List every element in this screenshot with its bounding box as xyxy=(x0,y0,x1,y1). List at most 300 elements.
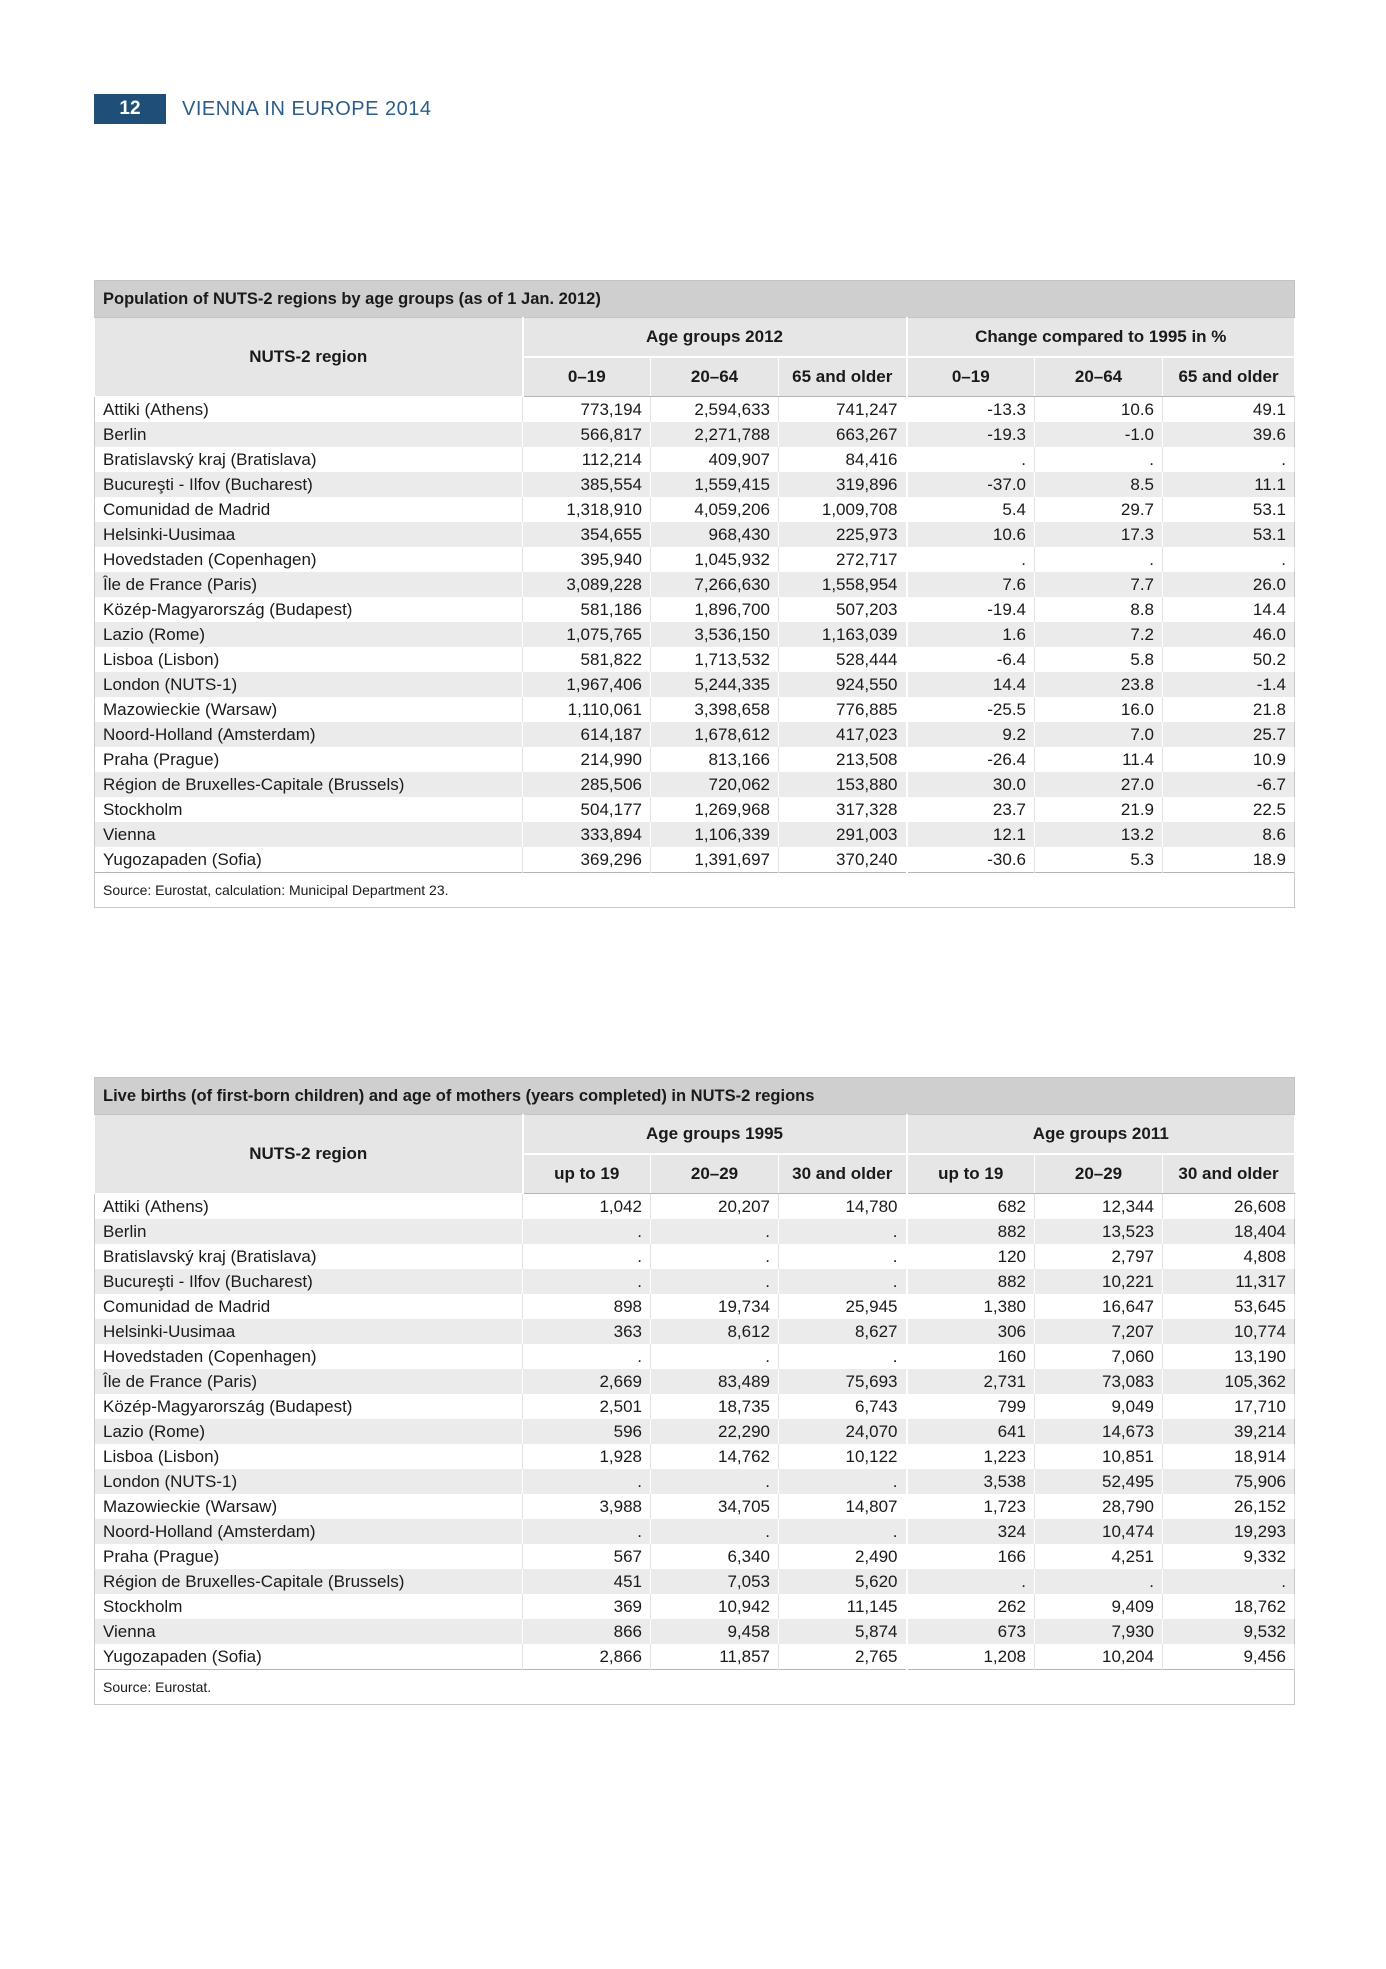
table-row xyxy=(95,647,1295,672)
region-name: Közép-Magyarország (Budapest) xyxy=(95,1394,523,1419)
value-cell: . xyxy=(779,1269,907,1294)
region-name: London (NUTS-1) xyxy=(95,1469,523,1494)
value-cell: 4,251 xyxy=(1035,1544,1163,1569)
table-row xyxy=(95,1469,1295,1494)
value-cell: 39,214 xyxy=(1163,1419,1295,1444)
region-name: Attiki (Athens) xyxy=(95,397,523,423)
value-cell: 898 xyxy=(523,1294,651,1319)
value-cell: 2,271,788 xyxy=(651,422,779,447)
value-cell: 14,762 xyxy=(651,1444,779,1469)
region-name: Berlin xyxy=(95,1219,523,1244)
table-row xyxy=(95,447,1295,472)
value-cell: 363 xyxy=(523,1319,651,1344)
group-header-change: Change compared to 1995 in % xyxy=(907,318,1295,358)
value-cell: 75,906 xyxy=(1163,1469,1295,1494)
value-cell: 1,269,968 xyxy=(651,797,779,822)
table-source: Source: Eurostat. xyxy=(95,1670,1295,1705)
value-cell: 262 xyxy=(907,1594,1035,1619)
value-cell: . xyxy=(779,1344,907,1369)
value-cell: 3,538 xyxy=(907,1469,1035,1494)
region-name: Comunidad de Madrid xyxy=(95,1294,523,1319)
value-cell: 663,267 xyxy=(779,422,907,447)
value-cell: 5,620 xyxy=(779,1569,907,1594)
region-name: Hovedstaden (Copenhagen) xyxy=(95,1344,523,1369)
value-cell: 1,896,700 xyxy=(651,597,779,622)
value-cell: 581,186 xyxy=(523,597,651,622)
value-cell: 385,554 xyxy=(523,472,651,497)
region-name: London (NUTS-1) xyxy=(95,672,523,697)
value-cell: 7.2 xyxy=(1035,622,1163,647)
value-cell: . xyxy=(523,1219,651,1244)
value-cell: -25.5 xyxy=(907,697,1035,722)
table-row xyxy=(95,1519,1295,1544)
value-cell: 581,822 xyxy=(523,647,651,672)
value-cell: 1,163,039 xyxy=(779,622,907,647)
value-cell: . xyxy=(1163,1569,1295,1594)
table-row xyxy=(95,597,1295,622)
region-name: Île de France (Paris) xyxy=(95,572,523,597)
value-cell: 6,743 xyxy=(779,1394,907,1419)
column-header: 65 and older xyxy=(779,357,907,397)
column-header: 20–64 xyxy=(1035,357,1163,397)
column-header: 30 and older xyxy=(1163,1154,1295,1194)
region-name: Bratislavský kraj (Bratislava) xyxy=(95,1244,523,1269)
region-name: Lisboa (Lisbon) xyxy=(95,647,523,672)
region-name: Berlin xyxy=(95,422,523,447)
value-cell: 14,673 xyxy=(1035,1419,1163,1444)
column-header: 30 and older xyxy=(779,1154,907,1194)
value-cell: . xyxy=(651,1219,779,1244)
value-cell: 18.9 xyxy=(1163,847,1295,873)
group-header-2011: Age groups 2011 xyxy=(907,1115,1295,1155)
group-header-age-2012: Age groups 2012 xyxy=(523,318,907,358)
value-cell: 370,240 xyxy=(779,847,907,873)
value-cell: 7.7 xyxy=(1035,572,1163,597)
value-cell: 1,009,708 xyxy=(779,497,907,522)
value-cell: -30.6 xyxy=(907,847,1035,873)
value-cell: 1,110,061 xyxy=(523,697,651,722)
table-row xyxy=(95,747,1295,772)
value-cell: 53,645 xyxy=(1163,1294,1295,1319)
value-cell: . xyxy=(523,1469,651,1494)
region-name: Lazio (Rome) xyxy=(95,622,523,647)
value-cell: 39.6 xyxy=(1163,422,1295,447)
value-cell: 1,723 xyxy=(907,1494,1035,1519)
page-number: 12 xyxy=(94,94,166,124)
value-cell: 19,734 xyxy=(651,1294,779,1319)
value-cell: 26,152 xyxy=(1163,1494,1295,1519)
value-cell: 21.9 xyxy=(1035,797,1163,822)
value-cell: . xyxy=(1035,447,1163,472)
table-row xyxy=(95,1344,1295,1369)
table-row xyxy=(95,722,1295,747)
value-cell: 17,710 xyxy=(1163,1394,1295,1419)
table-row xyxy=(95,1219,1295,1244)
value-cell: . xyxy=(651,1244,779,1269)
value-cell: 291,003 xyxy=(779,822,907,847)
value-cell: 12,344 xyxy=(1035,1194,1163,1220)
value-cell: 19,293 xyxy=(1163,1519,1295,1544)
value-cell: . xyxy=(779,1244,907,1269)
value-cell: -6.4 xyxy=(907,647,1035,672)
value-cell: 30.0 xyxy=(907,772,1035,797)
value-cell: . xyxy=(907,447,1035,472)
value-cell: 566,817 xyxy=(523,422,651,447)
value-cell: . xyxy=(651,1469,779,1494)
value-cell: -37.0 xyxy=(907,472,1035,497)
column-header: 0–19 xyxy=(523,357,651,397)
value-cell: 49.1 xyxy=(1163,397,1295,423)
value-cell: 160 xyxy=(907,1344,1035,1369)
value-cell: 11,857 xyxy=(651,1644,779,1670)
value-cell: 34,705 xyxy=(651,1494,779,1519)
column-header: 20–29 xyxy=(651,1154,779,1194)
value-cell: 2,490 xyxy=(779,1544,907,1569)
value-cell: 1,223 xyxy=(907,1444,1035,1469)
value-cell: 7,266,630 xyxy=(651,572,779,597)
value-cell: 10,204 xyxy=(1035,1644,1163,1670)
value-cell: . xyxy=(523,1244,651,1269)
value-cell: 9,456 xyxy=(1163,1644,1295,1670)
value-cell: 866 xyxy=(523,1619,651,1644)
region-column-header: NUTS-2 region xyxy=(95,1115,523,1194)
value-cell: 5.4 xyxy=(907,497,1035,522)
value-cell: 84,416 xyxy=(779,447,907,472)
value-cell: . xyxy=(907,547,1035,572)
value-cell: 741,247 xyxy=(779,397,907,423)
table-row xyxy=(95,1194,1295,1220)
value-cell: 799 xyxy=(907,1394,1035,1419)
value-cell: 10,122 xyxy=(779,1444,907,1469)
value-cell: 1,391,697 xyxy=(651,847,779,873)
value-cell: 1,559,415 xyxy=(651,472,779,497)
value-cell: 18,914 xyxy=(1163,1444,1295,1469)
table-row xyxy=(95,1419,1295,1444)
value-cell: 1,106,339 xyxy=(651,822,779,847)
value-cell: 1,075,765 xyxy=(523,622,651,647)
value-cell: 14.4 xyxy=(907,672,1035,697)
value-cell: 7.0 xyxy=(1035,722,1163,747)
value-cell: 7.6 xyxy=(907,572,1035,597)
table-row xyxy=(95,622,1295,647)
table-row xyxy=(95,1319,1295,1344)
region-name: Stockholm xyxy=(95,797,523,822)
region-name: Yugozapaden (Sofia) xyxy=(95,1644,523,1670)
value-cell: 285,506 xyxy=(523,772,651,797)
value-cell: 166 xyxy=(907,1544,1035,1569)
value-cell: 4,059,206 xyxy=(651,497,779,522)
value-cell: 596 xyxy=(523,1419,651,1444)
value-cell: 53.1 xyxy=(1163,522,1295,547)
table-row xyxy=(95,422,1295,447)
value-cell: 8.8 xyxy=(1035,597,1163,622)
table-row xyxy=(95,472,1295,497)
value-cell: 214,990 xyxy=(523,747,651,772)
value-cell: 13,190 xyxy=(1163,1344,1295,1369)
region-name: Közép-Magyarország (Budapest) xyxy=(95,597,523,622)
live-births-table xyxy=(94,1077,1294,1705)
value-cell: 968,430 xyxy=(651,522,779,547)
region-name: Région de Bruxelles-Capitale (Brussels) xyxy=(95,772,523,797)
value-cell: 5.3 xyxy=(1035,847,1163,873)
table-row xyxy=(95,1619,1295,1644)
value-cell: . xyxy=(523,1344,651,1369)
table-row xyxy=(95,672,1295,697)
value-cell: 22.5 xyxy=(1163,797,1295,822)
value-cell: 354,655 xyxy=(523,522,651,547)
value-cell: 507,203 xyxy=(779,597,907,622)
value-cell: 16,647 xyxy=(1035,1294,1163,1319)
value-cell: . xyxy=(1035,547,1163,572)
value-cell: -26.4 xyxy=(907,747,1035,772)
value-cell: 10,221 xyxy=(1035,1269,1163,1294)
value-cell: 75,693 xyxy=(779,1369,907,1394)
value-cell: . xyxy=(651,1269,779,1294)
table-row xyxy=(95,1244,1295,1269)
table-row xyxy=(95,1394,1295,1419)
value-cell: 9,049 xyxy=(1035,1394,1163,1419)
value-cell: 8.6 xyxy=(1163,822,1295,847)
value-cell: 2,501 xyxy=(523,1394,651,1419)
value-cell: 333,894 xyxy=(523,822,651,847)
value-cell: 11,317 xyxy=(1163,1269,1295,1294)
value-cell: 20,207 xyxy=(651,1194,779,1220)
value-cell: 3,089,228 xyxy=(523,572,651,597)
region-name: Comunidad de Madrid xyxy=(95,497,523,522)
table-row xyxy=(95,1544,1295,1569)
value-cell: 395,940 xyxy=(523,547,651,572)
region-name: Praha (Prague) xyxy=(95,1544,523,1569)
region-name: Vienna xyxy=(95,1619,523,1644)
table-row xyxy=(95,697,1295,722)
value-cell: 528,444 xyxy=(779,647,907,672)
value-cell: 7,930 xyxy=(1035,1619,1163,1644)
value-cell: 2,765 xyxy=(779,1644,907,1670)
value-cell: 25,945 xyxy=(779,1294,907,1319)
value-cell: 13,523 xyxy=(1035,1219,1163,1244)
value-cell: -6.7 xyxy=(1163,772,1295,797)
value-cell: 451 xyxy=(523,1569,651,1594)
region-column-header: NUTS-2 region xyxy=(95,318,523,397)
region-name: Bucureşti - Ilfov (Bucharest) xyxy=(95,472,523,497)
value-cell: 882 xyxy=(907,1269,1035,1294)
group-header-1995: Age groups 1995 xyxy=(523,1115,907,1155)
value-cell: 8,612 xyxy=(651,1319,779,1344)
table-row xyxy=(95,547,1295,572)
table-row xyxy=(95,1569,1295,1594)
value-cell: 1,045,932 xyxy=(651,547,779,572)
value-cell: 720,062 xyxy=(651,772,779,797)
value-cell: -1.4 xyxy=(1163,672,1295,697)
value-cell: 73,083 xyxy=(1035,1369,1163,1394)
value-cell: 9,332 xyxy=(1163,1544,1295,1569)
value-cell: 369 xyxy=(523,1594,651,1619)
value-cell: 120 xyxy=(907,1244,1035,1269)
value-cell: . xyxy=(651,1344,779,1369)
value-cell: 8.5 xyxy=(1035,472,1163,497)
value-cell: 28,790 xyxy=(1035,1494,1163,1519)
value-cell: 7,207 xyxy=(1035,1319,1163,1344)
value-cell: 5.8 xyxy=(1035,647,1163,672)
region-name: Lisboa (Lisbon) xyxy=(95,1444,523,1469)
value-cell: 29.7 xyxy=(1035,497,1163,522)
value-cell: 3,988 xyxy=(523,1494,651,1519)
value-cell: 1,380 xyxy=(907,1294,1035,1319)
value-cell: 153,880 xyxy=(779,772,907,797)
value-cell: 924,550 xyxy=(779,672,907,697)
value-cell: 18,735 xyxy=(651,1394,779,1419)
value-cell: 17.3 xyxy=(1035,522,1163,547)
value-cell: . xyxy=(779,1519,907,1544)
value-cell: 9,409 xyxy=(1035,1594,1163,1619)
value-cell: 682 xyxy=(907,1194,1035,1220)
value-cell: 1,967,406 xyxy=(523,672,651,697)
column-header: 65 and older xyxy=(1163,357,1295,397)
value-cell: 9,532 xyxy=(1163,1619,1295,1644)
value-cell: 23.7 xyxy=(907,797,1035,822)
value-cell: 14.4 xyxy=(1163,597,1295,622)
value-cell: 306 xyxy=(907,1319,1035,1344)
value-cell: 1,558,954 xyxy=(779,572,907,597)
value-cell: 14,807 xyxy=(779,1494,907,1519)
column-header: up to 19 xyxy=(907,1154,1035,1194)
value-cell: 1,042 xyxy=(523,1194,651,1220)
value-cell: 3,398,658 xyxy=(651,697,779,722)
value-cell: 7,053 xyxy=(651,1569,779,1594)
value-cell: 1,208 xyxy=(907,1644,1035,1670)
value-cell: 105,362 xyxy=(1163,1369,1295,1394)
value-cell: . xyxy=(651,1519,779,1544)
region-name: Attiki (Athens) xyxy=(95,1194,523,1220)
value-cell: . xyxy=(1163,547,1295,572)
region-name: Yugozapaden (Sofia) xyxy=(95,847,523,873)
region-name: Mazowieckie (Warsaw) xyxy=(95,697,523,722)
value-cell: 7,060 xyxy=(1035,1344,1163,1369)
value-cell: 882 xyxy=(907,1219,1035,1244)
value-cell: 26,608 xyxy=(1163,1194,1295,1220)
value-cell: 9,458 xyxy=(651,1619,779,1644)
region-name: Bucureşti - Ilfov (Bucharest) xyxy=(95,1269,523,1294)
value-cell: . xyxy=(523,1269,651,1294)
value-cell: . xyxy=(1163,447,1295,472)
value-cell: 22,290 xyxy=(651,1419,779,1444)
value-cell: 10,474 xyxy=(1035,1519,1163,1544)
value-cell: 5,244,335 xyxy=(651,672,779,697)
table-row xyxy=(95,522,1295,547)
value-cell: 52,495 xyxy=(1035,1469,1163,1494)
value-cell: 25.7 xyxy=(1163,722,1295,747)
table-row xyxy=(95,847,1295,873)
table-title: Population of NUTS-2 regions by age groups (as of 1 Jan. 2012) xyxy=(95,281,1295,318)
value-cell: 83,489 xyxy=(651,1369,779,1394)
value-cell: 409,907 xyxy=(651,447,779,472)
value-cell: 6,340 xyxy=(651,1544,779,1569)
value-cell: 10,942 xyxy=(651,1594,779,1619)
value-cell: 21.8 xyxy=(1163,697,1295,722)
region-name: Bratislavský kraj (Bratislava) xyxy=(95,447,523,472)
value-cell: 50.2 xyxy=(1163,647,1295,672)
population-table xyxy=(94,280,1294,908)
value-cell: 1.6 xyxy=(907,622,1035,647)
value-cell: . xyxy=(523,1519,651,1544)
value-cell: 776,885 xyxy=(779,697,907,722)
value-cell: 24,070 xyxy=(779,1419,907,1444)
value-cell: . xyxy=(907,1569,1035,1594)
table-row xyxy=(95,1644,1295,1670)
value-cell: 14,780 xyxy=(779,1194,907,1220)
value-cell: 369,296 xyxy=(523,847,651,873)
table-row xyxy=(95,797,1295,822)
region-name: Mazowieckie (Warsaw) xyxy=(95,1494,523,1519)
value-cell: -13.3 xyxy=(907,397,1035,423)
value-cell: -1.0 xyxy=(1035,422,1163,447)
table-source: Source: Eurostat, calculation: Municipal Department 23. xyxy=(95,873,1295,908)
value-cell: 10.6 xyxy=(1035,397,1163,423)
value-cell: 10.9 xyxy=(1163,747,1295,772)
value-cell: 2,866 xyxy=(523,1644,651,1670)
value-cell: . xyxy=(779,1219,907,1244)
value-cell: 2,669 xyxy=(523,1369,651,1394)
value-cell: 1,928 xyxy=(523,1444,651,1469)
value-cell: 504,177 xyxy=(523,797,651,822)
region-name: Vienna xyxy=(95,822,523,847)
value-cell: 11.1 xyxy=(1163,472,1295,497)
value-cell: 614,187 xyxy=(523,722,651,747)
page-header xyxy=(94,94,431,124)
value-cell: 317,328 xyxy=(779,797,907,822)
region-name: Hovedstaden (Copenhagen) xyxy=(95,547,523,572)
value-cell: 673 xyxy=(907,1619,1035,1644)
value-cell: 3,536,150 xyxy=(651,622,779,647)
table-row xyxy=(95,1594,1295,1619)
region-name: Lazio (Rome) xyxy=(95,1419,523,1444)
value-cell: 319,896 xyxy=(779,472,907,497)
document-title: VIENNA IN EUROPE 2014 xyxy=(182,97,432,120)
value-cell: 813,166 xyxy=(651,747,779,772)
table-row xyxy=(95,1294,1295,1319)
value-cell: 1,678,612 xyxy=(651,722,779,747)
value-cell: 1,713,532 xyxy=(651,647,779,672)
value-cell: . xyxy=(1035,1569,1163,1594)
value-cell: 10,774 xyxy=(1163,1319,1295,1344)
table-row xyxy=(95,572,1295,597)
value-cell: 23.8 xyxy=(1035,672,1163,697)
region-name: Île de France (Paris) xyxy=(95,1369,523,1394)
value-cell: 11.4 xyxy=(1035,747,1163,772)
value-cell: 324 xyxy=(907,1519,1035,1544)
value-cell: 272,717 xyxy=(779,547,907,572)
value-cell: 5,874 xyxy=(779,1619,907,1644)
value-cell: 27.0 xyxy=(1035,772,1163,797)
value-cell: -19.3 xyxy=(907,422,1035,447)
value-cell: 567 xyxy=(523,1544,651,1569)
column-header: 20–29 xyxy=(1035,1154,1163,1194)
table-row xyxy=(95,822,1295,847)
value-cell: 26.0 xyxy=(1163,572,1295,597)
value-cell: 2,797 xyxy=(1035,1244,1163,1269)
value-cell: 417,023 xyxy=(779,722,907,747)
value-cell: 112,214 xyxy=(523,447,651,472)
value-cell: 18,762 xyxy=(1163,1594,1295,1619)
table-row xyxy=(95,772,1295,797)
value-cell: 11,145 xyxy=(779,1594,907,1619)
value-cell: . xyxy=(779,1469,907,1494)
table-row xyxy=(95,397,1295,423)
column-header: 20–64 xyxy=(651,357,779,397)
table-row xyxy=(95,1444,1295,1469)
region-name: Noord-Holland (Amsterdam) xyxy=(95,1519,523,1544)
value-cell: -19.4 xyxy=(907,597,1035,622)
